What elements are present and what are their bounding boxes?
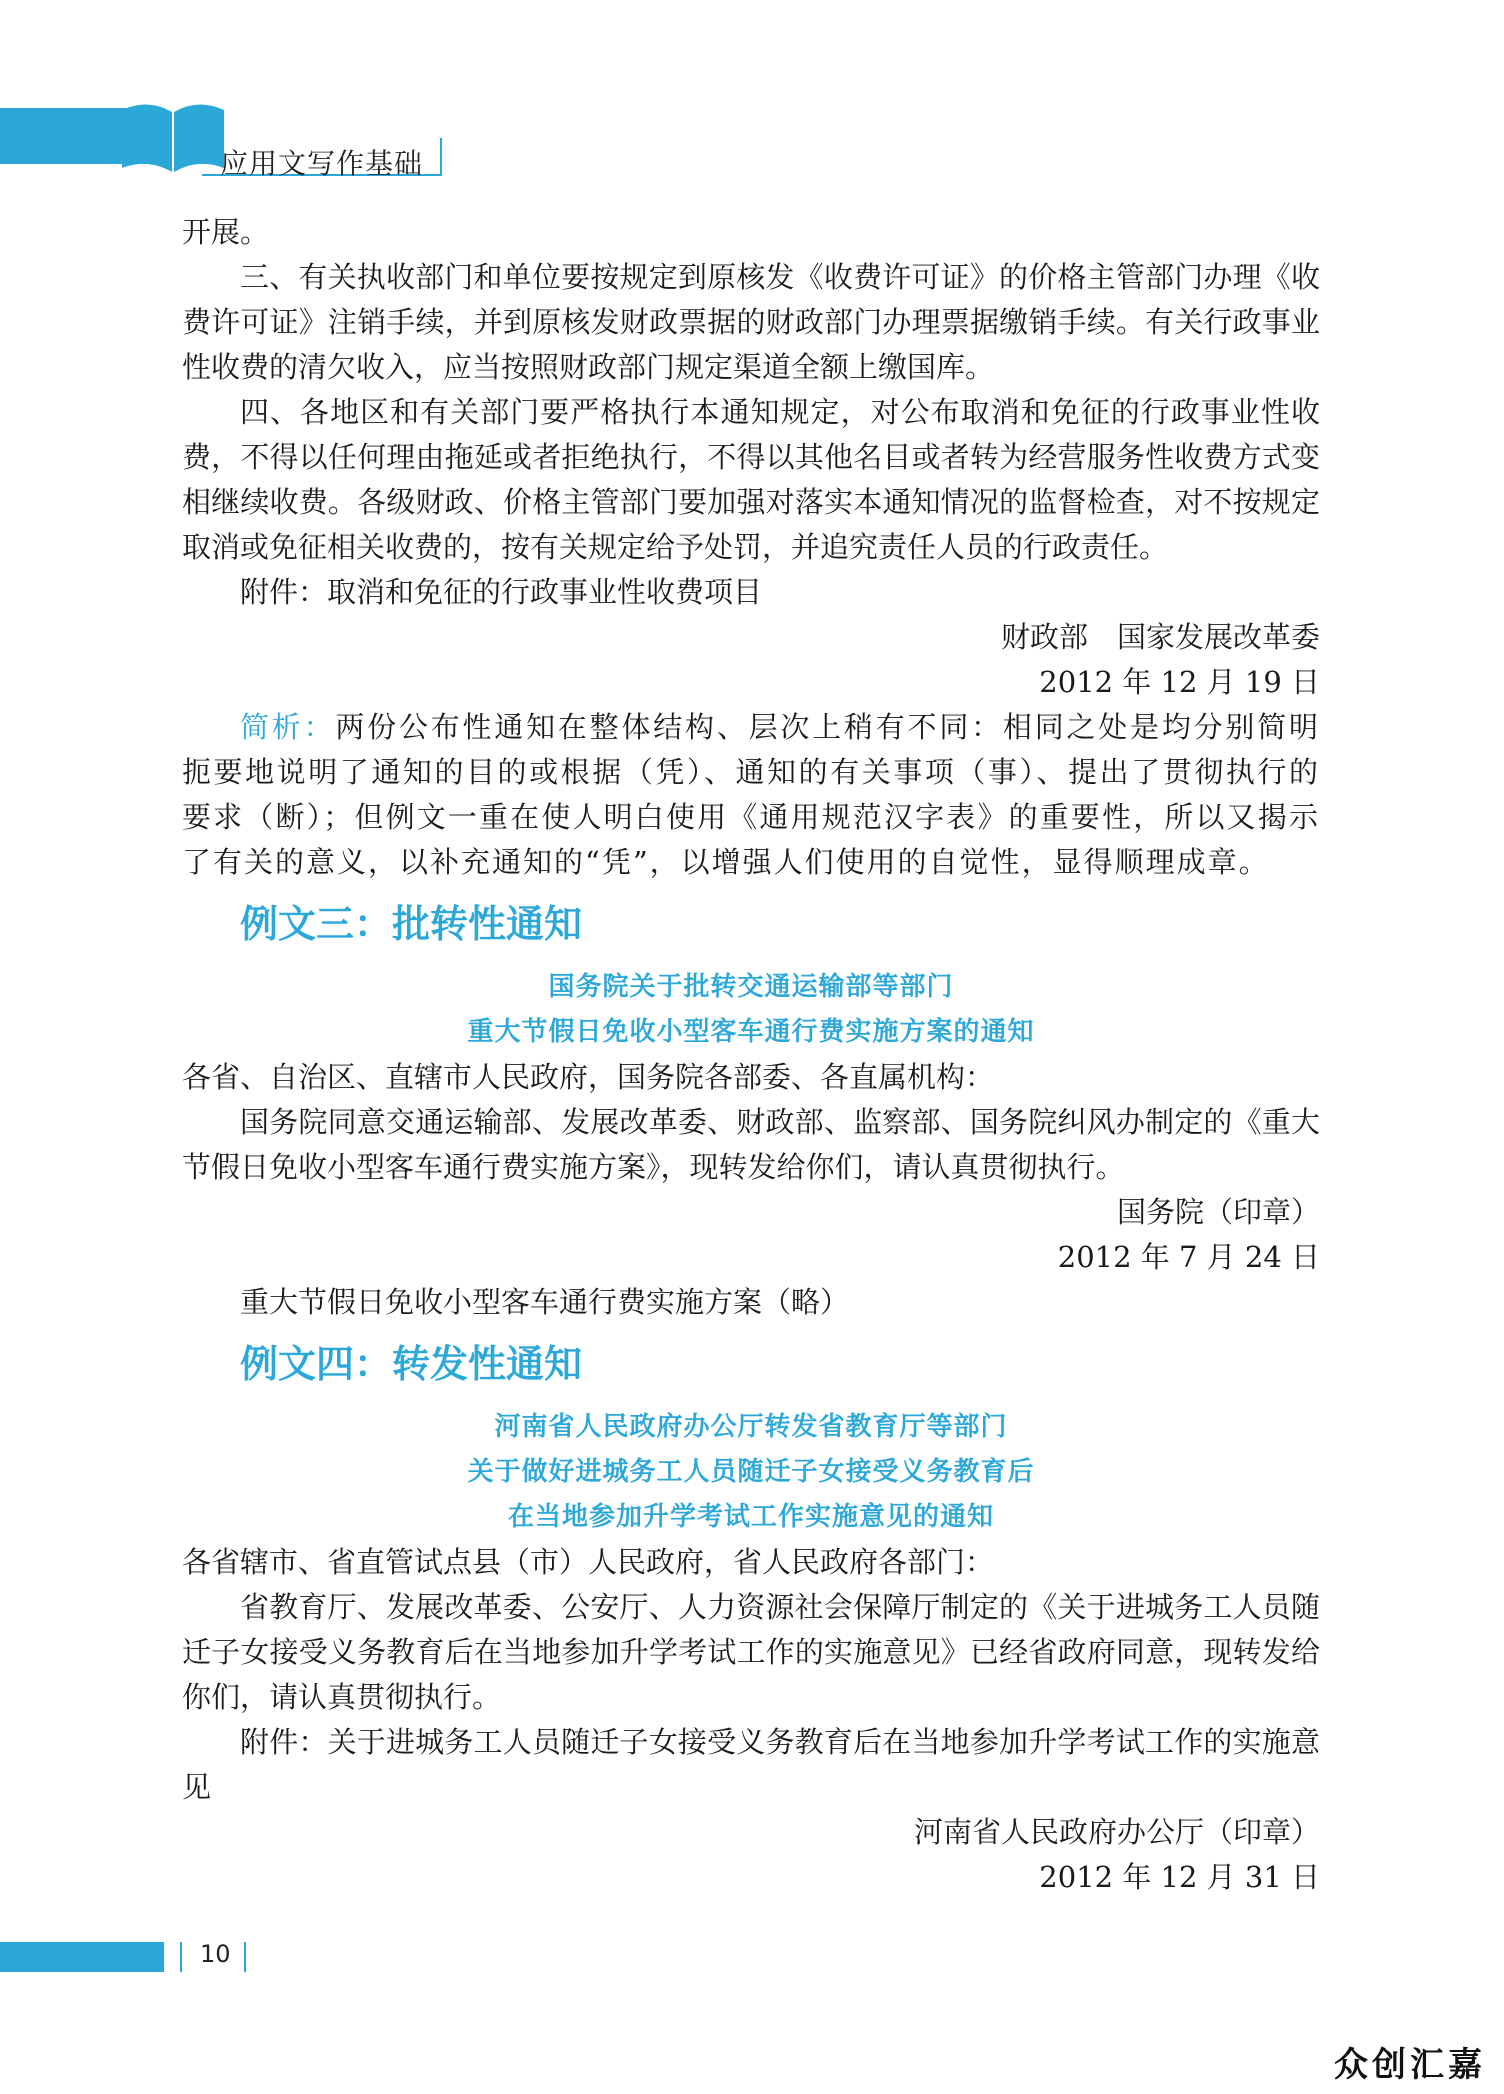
footer-color-bar [0,1942,164,1972]
attachment-line: 附件：取消和免征的行政事业性收费项目 [240,575,763,609]
paragraph-item3: 三、有关执收部门和单位要按规定到原核发《收费许可证》的价格主管部门办理《收费许可证》注销手续，并到原核发财政票据的财政部门办理票据缴销手续。有关行政事业性收费的清欠收入，应当按照财政部门规定渠道全额上缴国库。 [182,260,1320,384]
example4-attachment: 附件：关于进城务工人员随迁子女接受义务教育后在当地参加升学考试工作的实施意见 [182,1725,1320,1804]
analysis-label: 简析： [240,710,336,744]
example4-title-line2: 关于做好进城务工人员随迁子女接受义务教育后 [467,1457,1035,1487]
example4-signer: 河南省人民政府办公厅（印章） [913,1815,1320,1849]
book-title: 应用文写作基础 [220,147,424,180]
watermark: 众创汇嘉 [1334,2045,1486,2085]
analysis-paragraph [182,705,1320,885]
signer-line: 财政部 国家发展改革委 [1000,620,1320,654]
page-number: 10 [200,1940,231,1968]
footer-separator-left [180,1942,182,1972]
example4-body: 省教育厅、发展改革委、公安厅、人力资源社会保障厅制定的《关于进城务工人员随迁子女接受义务教育后在当地参加升学考试工作的实施意见》已经省政府同意，现转发给你们，请认真贯彻执行。 [182,1590,1320,1714]
analysis-text: 两份公布性通知在整体结构、层次上稍有不同：相同之处是均分别简明扼要地说明了通知的目的或根据（凭）、通知的有关事项（事）、提出了贯彻执行的要求（断）；但例文一重在使人明白使用《通用规范汉字表》的重要性，所以又揭示了有关的意义，以补充通知的“凭”，以增强人们使用的自觉性，显得顺理成章。 [182,710,1320,879]
example3-salutation: 各省、自治区、直辖市人民政府，国务院各部委、各直属机构： [182,1060,995,1094]
example3-title-line2: 重大节假日免收小型客车通行费实施方案的通知 [467,1017,1035,1047]
example3-attachment: 重大节假日免收小型客车通行费实施方案（略） [240,1285,850,1319]
example4-heading: 例文四：转发性通知 [240,1342,583,1386]
example4-title-line3: 在当地参加升学考试工作实施意见的通知 [507,1502,994,1532]
example4-salutation: 各省辖市、省直管试点县（市）人民政府，省人民政府各部门： [182,1545,995,1579]
example3-signer: 国务院（印章） [1116,1195,1320,1229]
footer-separator-right [244,1942,246,1972]
example3-heading: 例文三：批转性通知 [240,902,583,946]
example3-date: 2012 年 7 月 24 日 [1057,1240,1320,1274]
example4-title-line1: 河南省人民政府办公厅转发省教育厅等部门 [494,1412,1008,1442]
text-line-open: 开展。 [182,215,270,249]
page-content [182,210,1320,1900]
paragraph-item4: 四、各地区和有关部门要严格执行本通知规定，对公布取消和免征的行政事业性收费，不得以任何理由拖延或者拒绝执行，不得以其他名目或者转为经营服务性收费方式变相继续收费。各级财政、价格主管部门要加强对落实本通知情况的监督检查，对不按规定取消或免征相关收费的，按有关规定给予处罚，并追究责任人员的行政责任。 [182,395,1320,564]
example3-body: 国务院同意交通运输部、发展改革委、财政部、监察部、国务院纠风办制定的《重大节假日免收小型客车通行费实施方案》，现转发给你们，请认真贯彻执行。 [182,1105,1320,1184]
date-line: 2012 年 12 月 19 日 [1039,665,1320,699]
example4-date: 2012 年 12 月 31 日 [1039,1860,1320,1894]
example3-title-line1: 国务院关于批转交通运输部等部门 [548,972,954,1002]
